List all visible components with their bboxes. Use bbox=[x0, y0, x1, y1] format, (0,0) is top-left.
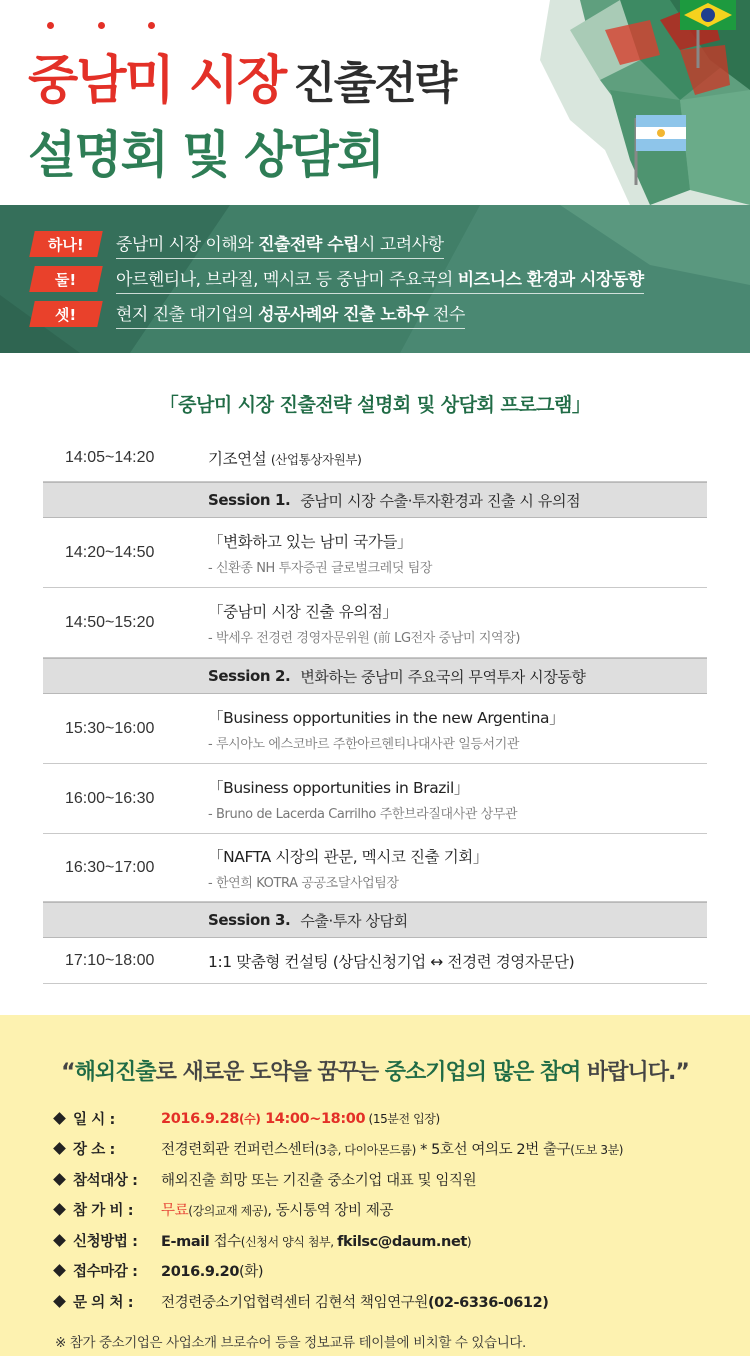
diamond-bullet-icon bbox=[53, 1173, 66, 1186]
highlight-text bbox=[116, 300, 465, 329]
highlight-segment: 아르헨티나, 브라질, 멕시코 등 중남미 주요국의 bbox=[116, 269, 458, 290]
program-content bbox=[208, 530, 707, 576]
diamond-bullet-icon bbox=[53, 1264, 66, 1277]
program-time: 14:50~15:20 bbox=[65, 613, 155, 631]
detail-highlight: 14:00~18:00 bbox=[260, 1110, 366, 1127]
program-topic-text: 「변화하고 있는 남미 국가들」 bbox=[208, 532, 413, 551]
program-row bbox=[43, 694, 707, 764]
session-label: Session 3. bbox=[208, 911, 291, 929]
program-row bbox=[43, 434, 707, 482]
detail-highlight: 무료 bbox=[161, 1203, 189, 1220]
diamond-bullet-icon bbox=[53, 1295, 66, 1308]
slogan-segment: 중소기업의 많은 참여 bbox=[384, 1060, 581, 1085]
session-title: 변화하는 중남미 주요국의 무역투자 시장동향 bbox=[300, 667, 586, 686]
detail-strong: E-mail bbox=[161, 1233, 210, 1250]
program-time: 17:10~18:00 bbox=[65, 951, 155, 969]
highlight-segment: 진출전략 수립 bbox=[258, 234, 360, 255]
program-content bbox=[208, 600, 707, 646]
detail-text: * 5호선 여의도 2번 출구 bbox=[415, 1142, 571, 1159]
detail-label: 장 소 : bbox=[73, 1142, 115, 1159]
detail-label: 접수마감 : bbox=[73, 1264, 138, 1281]
program-time: 14:20~14:50 bbox=[65, 543, 155, 561]
diamond-bullet-icon bbox=[53, 1234, 66, 1247]
program-time: 15:30~16:00 bbox=[65, 719, 155, 737]
detail-note: (15분전 입장) bbox=[365, 1111, 440, 1126]
detail-text: 전경련중소기업협력센터 김현석 책임연구원 bbox=[161, 1294, 428, 1311]
detail-value bbox=[161, 1230, 471, 1251]
detail-note: (강의교재 제공) bbox=[188, 1204, 268, 1219]
hero-header bbox=[0, 0, 750, 205]
detail-strong: fkilsc@daum.net bbox=[337, 1233, 467, 1250]
program-speaker: - 신환종 NH 투자증권 글로벌크레딧 팀장 bbox=[208, 560, 433, 576]
diamond-bullet-icon bbox=[53, 1112, 66, 1125]
program-row bbox=[43, 518, 707, 588]
detail-note: (신청서 양식 첨부, bbox=[240, 1234, 338, 1249]
highlights-band bbox=[0, 205, 750, 353]
detail-label: 일 시 : bbox=[73, 1111, 115, 1128]
detail-value bbox=[161, 1199, 393, 1220]
detail-value bbox=[161, 1169, 476, 1190]
diamond-bullet-icon bbox=[53, 1142, 66, 1155]
program-speaker: - Bruno de Lacerda Carrilho 주한브라질대사관 상무관 bbox=[208, 806, 518, 822]
program-speaker: - 루시아노 에스코바르 주한아르헨티나대사관 일등서기관 bbox=[208, 736, 520, 752]
detail-row bbox=[55, 1195, 623, 1226]
highlight-segment: 전수 bbox=[428, 304, 465, 325]
program-time: 16:30~17:00 bbox=[65, 858, 155, 876]
detail-row bbox=[55, 1256, 623, 1287]
session-label: Session 1. bbox=[208, 491, 291, 509]
detail-label: 문 의 처 : bbox=[73, 1294, 134, 1311]
program-row bbox=[43, 764, 707, 834]
program-table bbox=[43, 434, 707, 984]
program-topic bbox=[208, 845, 707, 867]
program-row bbox=[43, 834, 707, 902]
title-red-part: 중남미 시장 bbox=[28, 51, 286, 111]
highlight-tag: 하나! bbox=[29, 231, 103, 257]
highlight-segment: 시 고려사항 bbox=[359, 234, 444, 255]
detail-text: 전경련회관 컨퍼런스센터 bbox=[161, 1142, 315, 1159]
detail-row bbox=[55, 1103, 623, 1134]
program-topic-text: 「NAFTA 시장의 관문, 멕시코 진출 기회」 bbox=[208, 847, 488, 866]
program-row bbox=[43, 588, 707, 658]
detail-row bbox=[55, 1286, 623, 1317]
program-speaker: - 박세우 전경련 경영자문위원 (前 LG전자 중남미 지역장) bbox=[208, 630, 521, 646]
detail-value bbox=[161, 1110, 440, 1127]
detail-text: (화) bbox=[239, 1264, 264, 1281]
session-label: Session 2. bbox=[208, 667, 291, 685]
highlight-item-1 bbox=[32, 230, 444, 258]
program-content bbox=[208, 845, 707, 891]
detail-row bbox=[55, 1134, 623, 1165]
detail-value bbox=[161, 1260, 263, 1281]
detail-note: ) bbox=[466, 1234, 472, 1249]
detail-text: , 동시통역 장비 제공 bbox=[267, 1203, 394, 1220]
program-topic-text: 기조연설 bbox=[208, 449, 267, 468]
slogan-segment: 로 새로운 도약을 꿈꾸는 bbox=[155, 1060, 385, 1085]
highlight-text bbox=[116, 265, 644, 294]
program-row bbox=[43, 938, 707, 984]
session-title: 수출·투자 상담회 bbox=[300, 911, 408, 930]
detail-note: (3층, 다이아몬드룸) bbox=[314, 1143, 416, 1158]
program-time: 14:05~14:20 bbox=[65, 448, 155, 466]
detail-value bbox=[161, 1138, 623, 1159]
highlight-item-3 bbox=[32, 300, 465, 328]
program-topic bbox=[208, 600, 707, 622]
detail-highlight: 2016.9.28 bbox=[161, 1110, 240, 1127]
program-topic bbox=[208, 950, 707, 972]
south-america-map-graphic bbox=[510, 0, 750, 205]
detail-label: 참 가 비 : bbox=[73, 1203, 134, 1220]
program-topic bbox=[208, 706, 707, 728]
detail-strong: (02-6336-0612) bbox=[427, 1294, 549, 1311]
footnote: ※ 참가 중소기업은 사업소개 브로슈어 등을 정보교류 테이블에 비치할 수 있습니다. bbox=[55, 1335, 526, 1351]
session-header-row bbox=[43, 482, 707, 518]
program-topic-text: 「Business opportunities in the new Argentina」 bbox=[208, 708, 565, 727]
session-header-row bbox=[43, 658, 707, 694]
detail-text: 접수 bbox=[209, 1233, 241, 1250]
highlight-tag: 셋! bbox=[29, 301, 103, 327]
program-content bbox=[208, 776, 707, 822]
diamond-bullet-icon bbox=[53, 1203, 66, 1216]
program-topic-note: (산업통상자원부) bbox=[270, 451, 362, 467]
slogan-segment: “ bbox=[61, 1060, 75, 1085]
detail-value bbox=[161, 1291, 549, 1312]
detail-text: 해외진출 희망 또는 기진출 중소기업 대표 및 임직원 bbox=[161, 1172, 477, 1189]
session-header-row bbox=[43, 902, 707, 938]
program-topic bbox=[208, 530, 707, 552]
highlight-tag: 둘! bbox=[29, 266, 103, 292]
sub-title: 설명회 및 상담회 bbox=[28, 126, 383, 184]
session-title: 중남미 시장 수출·투자환경과 진출 시 유의점 bbox=[300, 491, 581, 510]
program-content bbox=[208, 706, 707, 752]
event-info-section bbox=[0, 1015, 750, 1356]
highlight-item-2 bbox=[32, 265, 644, 293]
program-content bbox=[208, 447, 707, 469]
slogan-segment: 바랍니다.” bbox=[580, 1060, 689, 1085]
program-title: 「중남미 시장 진출전략 설명회 및 상담회 프로그램」 bbox=[159, 394, 591, 416]
detail-row bbox=[55, 1164, 623, 1195]
highlight-segment: 중남미 시장 이해와 bbox=[116, 234, 259, 255]
detail-note: (도보 3분) bbox=[570, 1143, 624, 1158]
slogan-segment: 해외진출 bbox=[74, 1060, 156, 1085]
highlight-segment: 비즈니스 환경과 시장동향 bbox=[457, 269, 644, 290]
detail-label: 신청방법 : bbox=[73, 1233, 138, 1250]
program-topic-text: 「Business opportunities in Brazil」 bbox=[208, 778, 469, 797]
event-details-list bbox=[55, 1103, 623, 1317]
main-title bbox=[28, 38, 455, 113]
title-dark-part: 진출전략 bbox=[293, 58, 456, 109]
detail-row bbox=[55, 1225, 623, 1256]
program-content bbox=[208, 950, 707, 972]
detail-label: 참석대상 : bbox=[73, 1172, 138, 1189]
detail-highlight: (수) bbox=[239, 1111, 261, 1126]
program-topic-text: 「중남미 시장 진출 유의점」 bbox=[208, 602, 398, 621]
highlight-segment: 성공사례와 진출 노하우 bbox=[258, 304, 429, 325]
program-time: 16:00~16:30 bbox=[65, 789, 155, 807]
slogan bbox=[0, 1055, 750, 1086]
program-topic-text: 1:1 맞춤형 컨설팅 (상담신청기업 ↔ 전경련 경영자문단) bbox=[208, 952, 575, 971]
highlight-text bbox=[116, 230, 444, 259]
program-topic bbox=[208, 447, 707, 469]
program-topic bbox=[208, 776, 707, 798]
detail-strong: 2016.9.20 bbox=[161, 1264, 240, 1281]
highlight-segment: 현지 진출 대기업의 bbox=[116, 304, 259, 325]
program-speaker: - 한연희 KOTRA 공공조달사업팀장 bbox=[208, 875, 399, 891]
